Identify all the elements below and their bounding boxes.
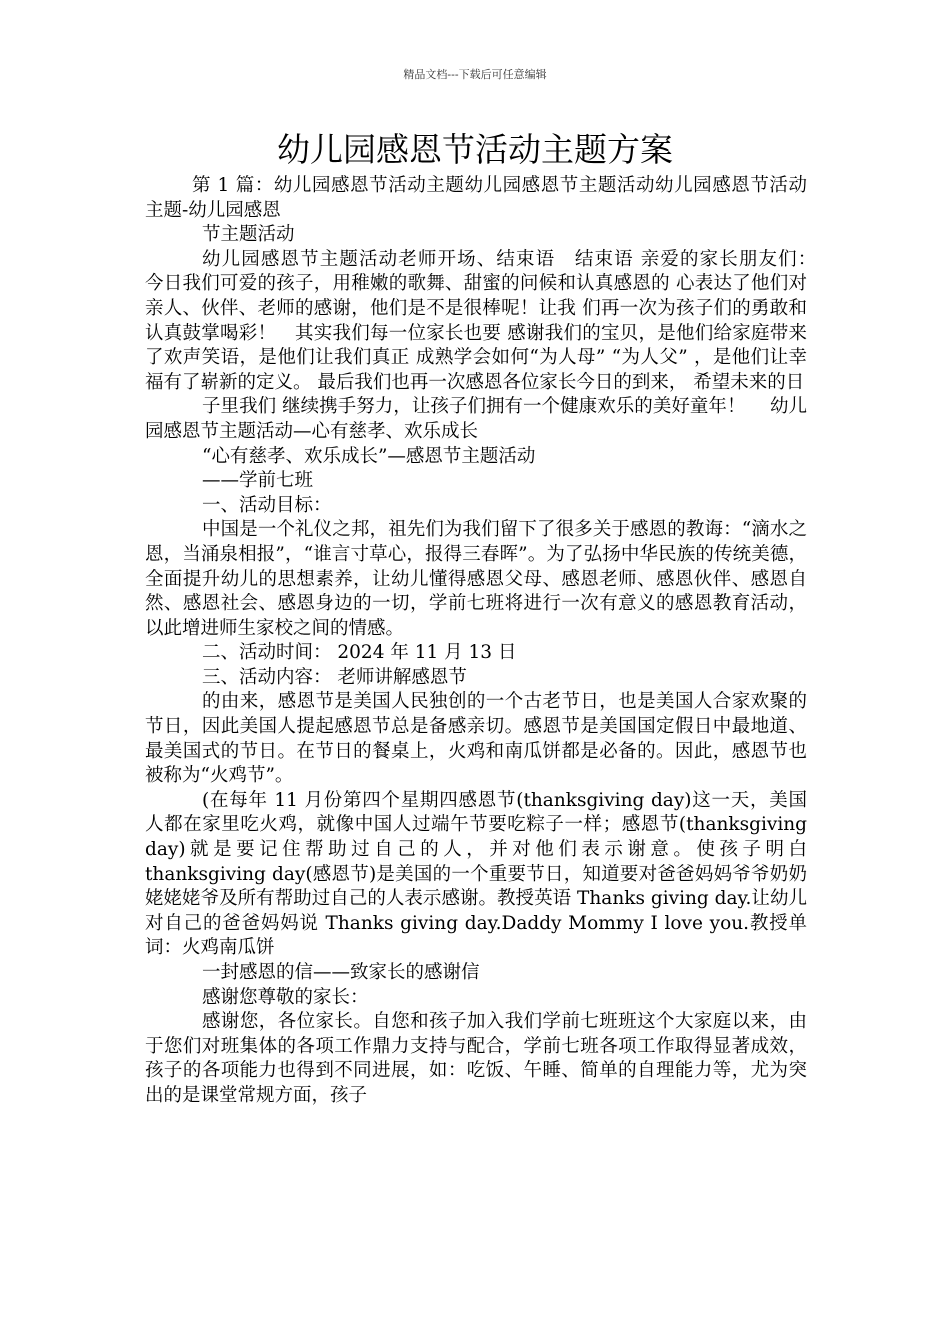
document-body	[145, 174, 826, 1109]
paragraph: 三、活动内容： 老师讲解感恩节	[202, 666, 467, 688]
paragraph: 中国是一个礼仪之邦，祖先们为我们留下了很多关于感恩的教诲：“滴水之恩，当涌泉相报”，“谁言寸草心，报得三春晖”。为了弘扬中华民族的传统美德，全面提升幼儿的思想素养，让幼儿懂得感恩父母、感恩老师、感恩伙伴、感恩自然、感恩社会、感恩身边的一切，学前七班将进行一次有意义的感恩教育活动，以此增进师生家校之间的情感。	[145, 519, 807, 639]
paragraph: ——学前七班	[202, 470, 314, 492]
paragraph: 第 1 篇：幼儿园感恩节活动主题幼儿园感恩节主题活动幼儿园感恩节活动主题-幼儿园感恩	[145, 175, 807, 221]
paragraph: 幼儿园感恩节主题活动老师开场、结束语 结束语 亲爱的家长朋友们： 今日我们可爱的孩子，用稚嫩的歌舞、甜蜜的问候和认真感恩的 心表达了他们对亲人、伙伴、老师的感谢，他们是不是很棒呢！让我 们再一次为孩子们的勇敢和认真鼓掌喝彩！ 其实我们每一位家长也要 感谢我们的宝贝，是他们给家庭带来了欢声笑语，是他们让我们真正 成熟学会如何“为人母” “为人父” ，是他们让幸福有了崭新的定义。 最后我们也再一次感恩各位家长今日的到来， 希望未来的日	[145, 248, 826, 393]
paragraph: “心有慈孝、欢乐成长”—感恩节主题活动	[202, 445, 536, 467]
paragraph: (在每年 11 月份第四个星期四感恩节(thanksgiving day)这一天，美国人都在家里吃火鸡，就像中国人过端午节要吃粽子一样；感恩节(thanksgiving day)就是要记住帮助过自己的人，并对他们表示谢意。使孩子明白 thanksgiving day(感恩节)是美国的一个重要节日，知道要对爸爸妈妈爷爷奶奶姥姥姥爷及所有帮助过自己的人表示感谢。教授英语 Thanks giving day.让幼儿对自己的爸爸妈妈说 Thanks giving day.Daddy Mommy I love you.教授单词：火鸡南瓜饼	[145, 789, 807, 959]
paragraph: 的由来，感恩节是美国人民独创的一个古老节日，也是美国人合家欢聚的节日，因此美国人提起感恩节总是备感亲切。感恩节是美国国定假日中最地道、最美国式的节日。在节日的餐桌上，火鸡和南瓜饼都是必备的。因此，感恩节也被称为“火鸡节”。	[145, 691, 807, 787]
document-title: 幼儿园感恩节活动主题方案	[277, 130, 673, 169]
paragraph: 感谢您尊敬的家长：	[202, 986, 369, 1008]
paragraph: 子里我们 继续携手努力，让孩子们拥有一个健康欢乐的美好童年！ 幼儿园感恩节主题活动—心有慈孝、欢乐成长	[145, 396, 807, 442]
paragraph: 感谢您，各位家长。自您和孩子加入我们学前七班班这个大家庭以来，由于您们对班集体的各项工作鼎力支持与配合，学前七班各项工作取得显著成效，孩子的各项能力也得到不同进展，如：吃饭、午睡、简单的自理能力等，尤为突出的是课堂常规方面，孩子	[145, 1011, 807, 1106]
page-header: 精品文档---下载后可任意编辑	[403, 68, 547, 81]
paragraph: 一、活动目标：	[202, 494, 332, 516]
paragraph: 一封感恩的信——致家长的感谢信	[202, 962, 480, 983]
paragraph: 二、活动时间： 2024 年 11 月 13 日	[202, 642, 517, 664]
paragraph: 节主题活动	[202, 224, 295, 246]
